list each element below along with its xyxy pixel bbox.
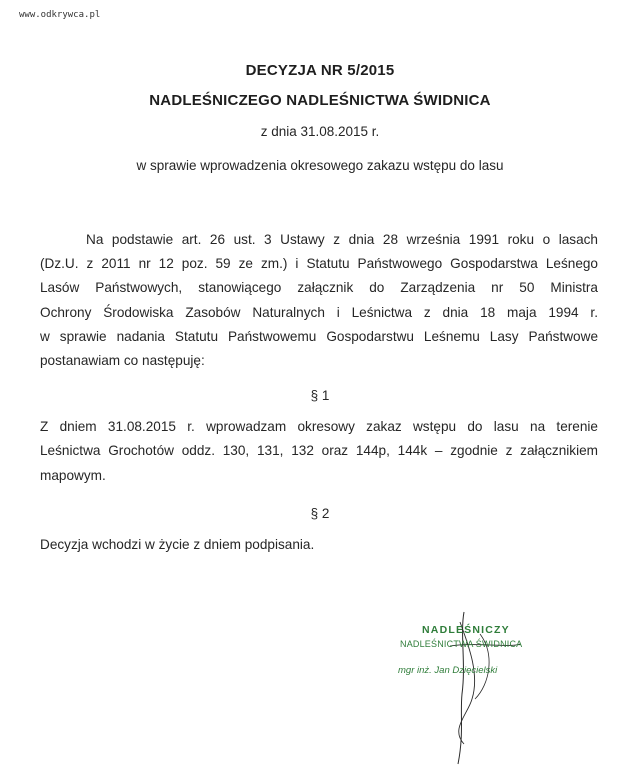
document-title: DECYZJA NR 5/2015: [245, 62, 395, 79]
section-1-body: [40, 415, 598, 488]
preamble-line: Lasów Państwowych, stanowiącego załącznik do Zarządzenia nr 50 Ministra: [40, 280, 598, 296]
stamp-title: NADLEŚNICZY: [422, 624, 510, 636]
section-1-line: Leśnictwa Grochotów oddz. 130, 131, 132 oraz 144p, 144k – zgodnie z załącznikiem: [40, 443, 598, 459]
document-date: z dnia 31.08.2015 r.: [260, 124, 380, 139]
preamble-line: (Dz.U. z 2011 nr 12 poz. 59 ze zm.) i Statutu Państwowego Gospodarstwa Leśnego: [40, 256, 598, 271]
stamp-signatory: mgr inż. Jan Dzięcielski: [398, 665, 498, 676]
section-1-line: Z dniem 31.08.2015 r. wprowadzam okresowy zakaz wstępu do lasu na terenie: [40, 419, 598, 434]
preamble-line: Ochrony Środowiska Zasobów Naturalnych i Leśnictwa z dnia 18 maja 1994 r.: [40, 304, 598, 320]
section-1-heading: § 1: [310, 388, 330, 403]
preamble-line: postanawiam co następuję:: [40, 353, 205, 369]
preamble-line: Na podstawie art. 26 ust. 3 Ustawy z dnia 28 września 1991 roku o lasach: [86, 232, 598, 247]
section-2-heading: § 2: [310, 506, 330, 521]
document-subject: w sprawie wprowadzenia okresowego zakazu wstępu do lasu: [136, 158, 504, 173]
preamble-line: w sprawie nadania Statutu Państwowemu Gospodarstwu Leśnemu Lasy Państwowe: [40, 328, 598, 344]
section-2-text: Decyzja wchodzi w życie z dniem podpisania.: [40, 537, 315, 552]
document-subtitle: NADLEŚNICZEGO NADLEŚNICTWA ŚWIDNICA: [149, 92, 491, 109]
section-1-line: mapowym.: [40, 467, 106, 483]
watermark: www.odkrywca.pl: [19, 10, 101, 20]
stamp-office: NADLEŚNICTWA ŚWIDNICA: [400, 639, 523, 649]
